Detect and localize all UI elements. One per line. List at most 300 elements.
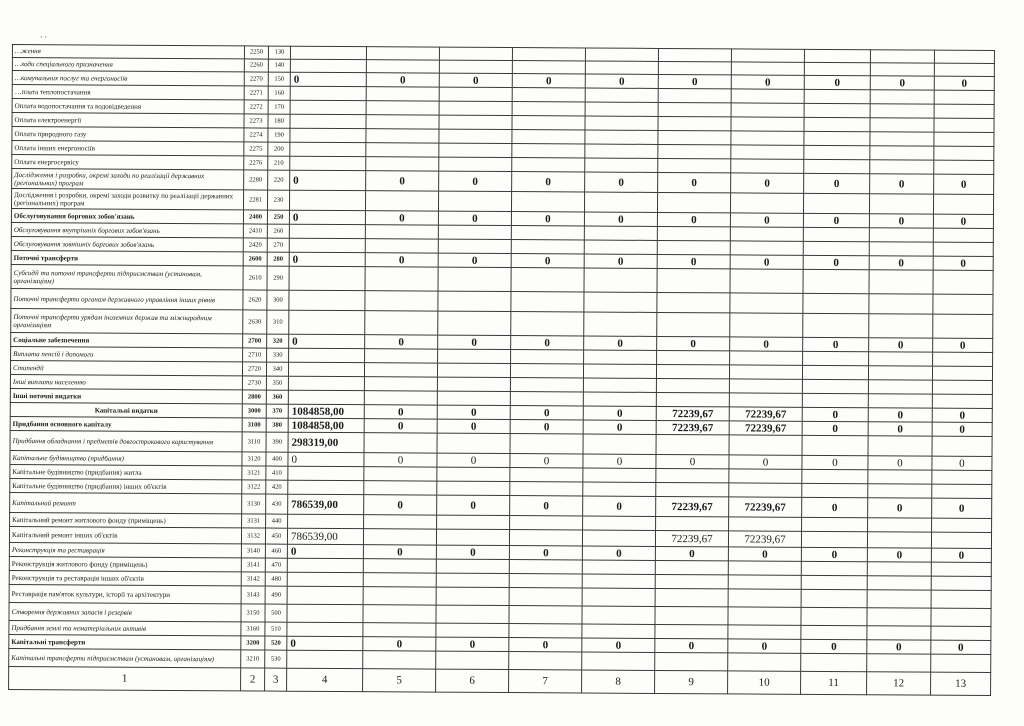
row-name-cell: Реконструкція житлового фонду (приміщень)	[9, 556, 241, 571]
value-cell: 0	[868, 498, 932, 518]
value-cell	[365, 349, 438, 363]
value-cell: 0	[804, 75, 870, 89]
value-cell	[509, 574, 582, 588]
value-cell	[934, 160, 994, 174]
value-cell	[512, 116, 585, 130]
row-code-cell: 170	[268, 100, 290, 114]
value-cell: 0	[802, 455, 868, 469]
value-cell: 0	[436, 545, 509, 559]
value-cell: 0	[585, 74, 658, 88]
value-cell	[437, 515, 510, 529]
value-cell	[869, 352, 933, 366]
value-cell	[585, 130, 658, 144]
kekv-code-cell: 3132	[241, 528, 265, 544]
row-code-cell: 380	[266, 418, 288, 432]
value-cell	[869, 294, 933, 314]
value-cell	[287, 586, 363, 604]
value-cell	[934, 50, 994, 63]
value-cell	[658, 144, 731, 158]
value-cell: 0	[582, 638, 655, 652]
value-cell	[803, 293, 869, 313]
kekv-code-cell: 2600	[243, 252, 267, 266]
value-cell	[933, 270, 993, 294]
value-cell	[870, 50, 934, 63]
row-code-cell: 350	[266, 376, 288, 390]
value-cell	[932, 518, 992, 532]
row-code-cell: 470	[265, 558, 287, 572]
value-cell	[363, 587, 436, 605]
value-cell	[585, 48, 658, 61]
value-cell	[801, 575, 867, 589]
value-cell	[510, 378, 583, 392]
value-cell	[287, 558, 363, 572]
value-cell	[803, 313, 869, 337]
value-cell: 0	[934, 174, 994, 194]
value-cell	[509, 588, 582, 606]
kekv-code-cell: 3210	[241, 650, 265, 668]
value-cell: 0	[364, 453, 437, 467]
value-cell: 0	[512, 172, 585, 192]
value-cell	[365, 225, 438, 239]
value-cell	[289, 290, 365, 310]
value-cell: 0	[804, 173, 870, 193]
value-cell	[584, 192, 657, 212]
value-cell	[657, 268, 730, 292]
value-cell: 0	[731, 173, 804, 193]
value-cell	[510, 434, 583, 454]
row-name-cell: Дослідження і розробки, окремі заходи розвитку по реалізації державних (регіональних) програм	[11, 189, 243, 210]
value-cell	[365, 191, 438, 211]
value-cell	[729, 517, 802, 531]
value-cell	[509, 606, 582, 624]
value-cell	[802, 483, 868, 497]
value-cell	[438, 267, 511, 291]
value-cell	[510, 482, 583, 496]
value-cell: 0	[510, 454, 583, 468]
value-cell: 72239,67	[729, 497, 802, 517]
value-cell	[512, 102, 585, 116]
column-number-cell: 5	[363, 669, 436, 692]
value-cell	[868, 484, 932, 498]
value-cell: 0	[364, 419, 437, 433]
value-cell: 0	[287, 544, 363, 558]
value-cell	[870, 160, 934, 174]
kekv-code-cell: 2276	[244, 156, 268, 170]
row-name-cell: Оплата інших енергоносіїв	[12, 141, 244, 156]
value-cell	[510, 468, 583, 482]
value-cell	[731, 117, 804, 131]
value-cell: 0	[802, 497, 868, 517]
value-cell: 0	[658, 74, 731, 88]
value-cell	[655, 624, 728, 638]
value-cell	[867, 562, 931, 576]
row-name-cell: Капітальне будівництво (придбання) житла	[10, 464, 242, 479]
column-number-cell: 4	[287, 668, 363, 691]
header-mark: · ·	[40, 32, 47, 42]
kekv-code-cell: 2274	[244, 128, 268, 142]
column-number-cell: 7	[509, 670, 582, 693]
value-cell	[869, 242, 933, 256]
value-cell	[804, 49, 870, 62]
value-cell	[287, 650, 363, 668]
kekv-code-cell: 3122	[242, 480, 266, 494]
value-cell: 0	[509, 546, 582, 560]
value-cell	[868, 436, 932, 456]
value-cell	[657, 350, 730, 364]
row-code-cell: 210	[268, 156, 290, 170]
value-cell	[512, 48, 585, 61]
value-cell	[582, 574, 655, 588]
row-code-cell: 220	[268, 170, 290, 190]
kekv-code-cell: 2700	[243, 334, 267, 348]
value-cell	[934, 104, 994, 118]
value-cell	[585, 144, 658, 158]
row-code-cell: 440	[266, 514, 288, 528]
value-cell	[802, 469, 868, 483]
value-cell: 0	[366, 73, 439, 87]
value-cell: 0	[288, 452, 364, 466]
column-number-cell: 2	[241, 668, 265, 691]
value-cell	[287, 622, 363, 636]
kekv-code-cell: 3130	[242, 494, 266, 514]
value-cell: 0	[584, 254, 657, 268]
value-cell	[365, 291, 438, 311]
value-cell	[511, 240, 584, 254]
value-cell: 0	[931, 640, 991, 654]
value-cell	[804, 103, 870, 117]
row-name-cell: Капітальний ремонт житлового фонду (приміщень)	[10, 512, 242, 527]
row-name-cell: Стипендії	[10, 360, 242, 375]
kekv-code-cell: 2260	[244, 59, 268, 72]
kekv-code-cell: 3100	[242, 418, 266, 432]
value-cell: 0	[511, 336, 584, 350]
value-cell	[288, 362, 364, 376]
row-name-cell: Обслуговування зовнішніх боргових зобов'язань	[11, 236, 243, 251]
row-name-cell: …ження	[12, 45, 244, 59]
kekv-code-cell: 3110	[242, 432, 266, 452]
value-cell	[933, 194, 993, 214]
kekv-code-cell: 2273	[244, 114, 268, 128]
value-cell	[511, 350, 584, 364]
row-name-cell: …комунальних послуг та енергоносіїв	[12, 71, 244, 86]
row-code-cell: 320	[267, 334, 289, 348]
value-cell: 0	[934, 76, 994, 90]
column-number-cell: 12	[867, 672, 931, 695]
value-cell: 72239,67	[728, 531, 801, 547]
row-name-cell: Виплата пенсій і допомоги	[11, 346, 243, 361]
value-cell	[437, 391, 510, 405]
value-cell	[436, 573, 509, 587]
value-cell	[932, 380, 992, 394]
value-cell	[870, 132, 934, 146]
row-name-cell: Субсидії та поточні трансферти підприємствам (установам, організаціям)	[11, 264, 243, 289]
value-cell	[438, 349, 511, 363]
value-cell	[729, 365, 802, 379]
value-cell: 0	[510, 406, 583, 420]
row-code-cell: 330	[267, 348, 289, 362]
value-cell	[933, 294, 993, 314]
row-name-cell: Капітальне будівництво (придбання)	[10, 450, 242, 465]
row-name-cell: Оплата електроенергії	[12, 113, 244, 128]
row-code-cell: 390	[266, 432, 288, 452]
value-cell	[363, 605, 436, 623]
value-cell	[870, 118, 934, 132]
value-cell	[658, 158, 731, 172]
value-cell	[801, 531, 867, 547]
value-cell	[931, 590, 991, 608]
column-number-cell: 11	[801, 671, 867, 694]
row-code-cell: 370	[266, 404, 288, 418]
value-cell: 0	[439, 73, 512, 87]
column-number-cell: 3	[265, 668, 287, 691]
kekv-code-cell: 2420	[243, 238, 267, 252]
value-cell	[870, 90, 934, 104]
column-number-cell: 6	[436, 669, 509, 692]
value-cell: 0	[437, 419, 510, 433]
value-cell: 1084858,00	[288, 418, 364, 432]
value-cell	[510, 392, 583, 406]
value-cell	[656, 516, 729, 530]
value-cell: 0	[584, 336, 657, 350]
value-cell	[802, 393, 868, 407]
value-cell	[290, 46, 366, 59]
value-cell	[868, 518, 932, 532]
value-cell: 0	[870, 174, 934, 194]
value-cell	[511, 192, 584, 212]
value-cell	[582, 606, 655, 624]
value-cell	[657, 240, 730, 254]
row-code-cell: 500	[265, 604, 287, 622]
value-cell: 0	[438, 211, 511, 225]
row-name-cell: Капітальні трансферти підприємствам (установам, організаціям)	[9, 648, 241, 667]
value-cell	[867, 626, 931, 640]
value-cell	[932, 436, 992, 456]
column-numbers-row	[9, 666, 991, 695]
value-cell	[934, 132, 994, 146]
value-cell	[364, 481, 437, 495]
value-cell	[932, 470, 992, 484]
value-cell: 0	[730, 255, 803, 269]
value-cell: 0	[868, 456, 932, 470]
value-cell	[512, 61, 585, 74]
value-cell: 0	[583, 406, 656, 420]
value-cell	[439, 47, 512, 60]
value-cell	[932, 394, 992, 408]
value-cell	[728, 589, 801, 607]
value-cell	[510, 364, 583, 378]
kekv-code-cell: 2800	[242, 390, 266, 404]
value-cell	[868, 380, 932, 394]
value-cell	[867, 590, 931, 608]
row-code-cell: 410	[266, 466, 288, 480]
value-cell: 72239,67	[656, 496, 729, 516]
value-cell	[803, 241, 869, 255]
column-number-cell: 1	[9, 666, 241, 690]
value-cell	[366, 115, 439, 129]
value-cell: 0	[931, 548, 991, 562]
value-cell	[287, 604, 363, 622]
value-cell	[289, 266, 365, 290]
value-cell: 0	[731, 75, 804, 89]
value-cell	[730, 313, 803, 337]
value-cell	[655, 588, 728, 606]
row-name-cell: Капітальні трансферти	[9, 634, 241, 649]
value-cell	[869, 314, 933, 338]
column-number-cell: 8	[582, 670, 655, 693]
value-cell	[439, 115, 512, 129]
kekv-code-cell: 2730	[242, 376, 266, 390]
value-cell	[803, 351, 869, 365]
kekv-code-cell: 3140	[241, 544, 265, 558]
value-cell: 0	[364, 405, 437, 419]
value-cell	[869, 228, 933, 242]
value-cell	[288, 514, 364, 528]
value-cell	[932, 484, 992, 498]
row-name-cell: Капітальний ремонт інших об'єктів	[9, 526, 241, 543]
value-cell	[511, 292, 584, 312]
value-cell: 0	[730, 213, 803, 227]
value-cell	[512, 130, 585, 144]
row-code-cell: 250	[267, 210, 289, 224]
value-cell: 0	[437, 405, 510, 419]
value-cell	[439, 87, 512, 101]
kekv-code-cell: 3131	[242, 514, 266, 528]
value-cell	[931, 626, 991, 640]
kekv-code-cell: 2271	[244, 86, 268, 100]
value-cell	[801, 625, 867, 639]
value-cell	[512, 88, 585, 102]
row-name-cell: Реконструкція та реставрація	[9, 542, 241, 557]
value-cell	[288, 390, 364, 404]
value-cell	[656, 378, 729, 392]
value-cell: 0	[287, 636, 363, 650]
row-name-cell: …плата теплопостачання	[12, 85, 244, 100]
value-cell	[439, 60, 512, 73]
value-cell	[730, 241, 803, 255]
value-cell: 0	[585, 172, 658, 192]
value-cell: 0	[933, 256, 993, 270]
value-cell	[656, 364, 729, 378]
kekv-code-cell: 2272	[244, 100, 268, 114]
value-cell: 0	[438, 253, 511, 267]
value-cell	[290, 100, 366, 114]
row-name-cell: Придбання землі та нематеріальних активів	[9, 620, 241, 635]
kekv-code-cell: 2280	[244, 170, 268, 190]
value-cell	[655, 606, 728, 624]
value-cell	[867, 654, 931, 672]
column-number-cell: 10	[728, 671, 801, 694]
value-cell	[657, 226, 730, 240]
value-cell	[438, 291, 511, 311]
value-cell: 72239,67	[729, 407, 802, 421]
value-cell	[364, 467, 437, 481]
value-cell	[583, 392, 656, 406]
value-cell	[804, 62, 870, 75]
row-code-cell: 530	[265, 650, 287, 668]
value-cell	[801, 589, 867, 607]
value-cell	[730, 227, 803, 241]
value-cell	[801, 653, 867, 671]
value-cell	[933, 352, 993, 366]
value-cell: 0	[932, 498, 992, 518]
value-cell: 0	[290, 170, 366, 190]
value-cell	[509, 652, 582, 670]
kekv-code-cell: 3120	[242, 452, 266, 466]
row-code-cell: 150	[268, 72, 290, 86]
value-cell: 0	[290, 72, 366, 86]
row-code-cell: 520	[265, 636, 287, 650]
value-cell: 0	[729, 455, 802, 469]
value-cell	[656, 468, 729, 482]
row-code-cell: 300	[267, 290, 289, 310]
row-code-cell: 180	[268, 114, 290, 128]
value-cell: 0	[869, 256, 933, 270]
value-cell: 72239,67	[655, 530, 728, 546]
value-cell	[584, 240, 657, 254]
row-code-cell: 430	[266, 494, 288, 514]
value-cell	[363, 559, 436, 573]
value-cell	[585, 116, 658, 130]
value-cell	[868, 366, 932, 380]
row-name-cell: Обслуговування боргових зобов'язань	[11, 208, 243, 223]
row-name-cell: Обслуговування внутрішніх боргових зобов'язань	[11, 222, 243, 237]
value-cell: 0	[803, 213, 869, 227]
value-cell	[730, 269, 803, 293]
value-cell	[290, 128, 366, 142]
value-cell	[363, 651, 436, 669]
value-cell	[364, 515, 437, 529]
value-cell	[437, 467, 510, 481]
value-cell: 0	[933, 214, 993, 228]
value-cell	[728, 607, 801, 625]
value-cell	[509, 560, 582, 574]
row-code-cell: 260	[267, 224, 289, 238]
value-cell	[436, 587, 509, 605]
row-code-cell: 490	[265, 586, 287, 604]
value-cell: 0	[510, 420, 583, 434]
value-cell: 0	[583, 496, 656, 516]
value-cell	[289, 348, 365, 362]
value-cell	[364, 433, 437, 453]
value-cell: 0	[802, 407, 868, 421]
kekv-code-cell: 2720	[242, 362, 266, 376]
value-cell: 0	[583, 420, 656, 434]
kekv-code-cell: 3142	[241, 572, 265, 586]
row-code-cell: 160	[268, 86, 290, 100]
row-code-cell: 230	[267, 190, 289, 210]
value-cell	[657, 312, 730, 336]
value-cell	[731, 159, 804, 173]
row-name-cell: Соціальне забезпечення	[11, 332, 243, 347]
value-cell	[289, 224, 365, 238]
value-cell	[657, 292, 730, 312]
value-cell: 0	[584, 212, 657, 226]
value-cell: 0	[728, 547, 801, 561]
value-cell	[934, 90, 994, 104]
value-cell	[287, 572, 363, 586]
row-name-cell: Створення державних запасів і резервів	[9, 602, 241, 621]
row-code-cell: 290	[267, 266, 289, 290]
row-code-cell: 510	[265, 622, 287, 636]
value-cell	[731, 89, 804, 103]
value-cell	[436, 529, 509, 545]
value-cell	[363, 529, 436, 545]
row-code-cell: 360	[266, 390, 288, 404]
value-cell	[290, 59, 366, 72]
kekv-code-cell: 3121	[242, 466, 266, 480]
column-number-cell: 13	[931, 672, 991, 695]
value-cell: 0	[870, 76, 934, 90]
